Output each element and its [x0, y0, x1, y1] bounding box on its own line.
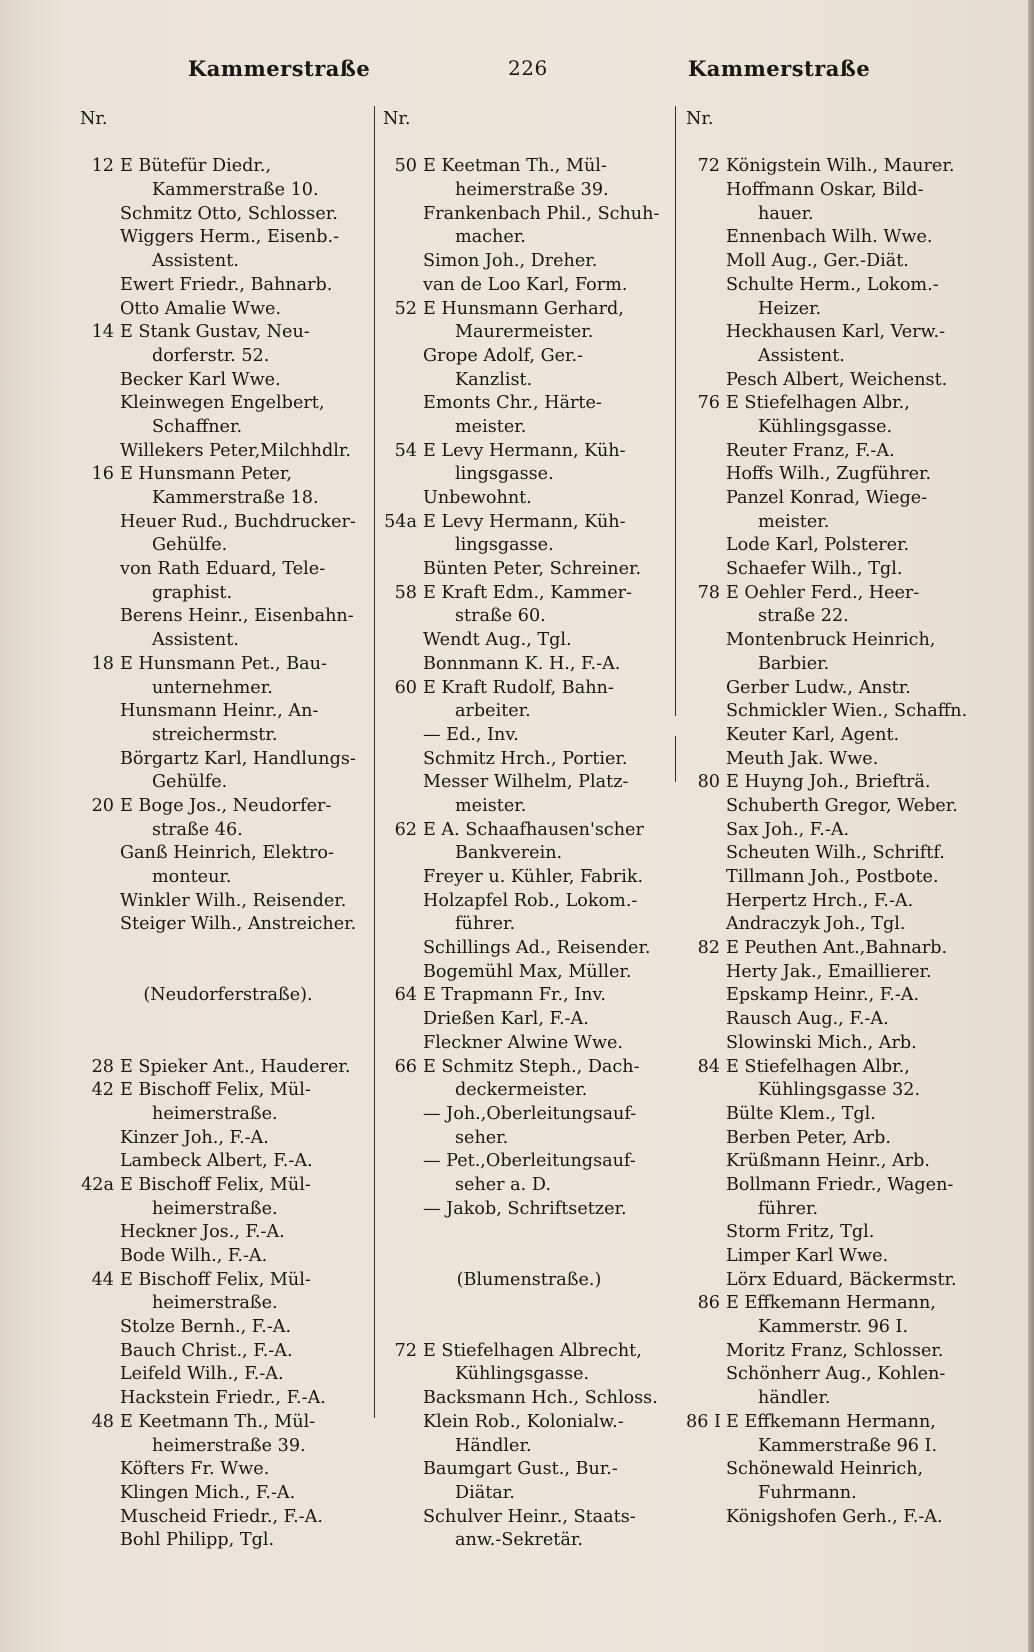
- house-entry: [383, 155, 675, 179]
- resident-entry: Ennenbach Wilh. Wwe.: [726, 227, 933, 248]
- resident-entry: Rausch Aug., F.-A.: [726, 1009, 889, 1030]
- resident-entry: Ganß Heinrich, Elektro-: [120, 843, 334, 864]
- house-entry: [80, 1411, 376, 1435]
- entry-continuation: deckermeister.: [455, 1080, 588, 1101]
- house-number: 82: [697, 938, 720, 959]
- entry-continuation: monteur.: [152, 867, 232, 887]
- resident-entry: Epskamp Heinr., F.-A.: [726, 985, 920, 1006]
- entry-text: E Keetmann Th., Mül-: [120, 1411, 316, 1432]
- entry-continuation: Assistent.: [152, 630, 239, 651]
- resident-entry: Köfters Fr. Wwe.: [120, 1459, 270, 1480]
- entry-text: Königstein Wilh., Maurer.: [726, 156, 955, 177]
- spacer: [383, 1221, 675, 1245]
- resident-entry: Drießen Karl, F.-A.: [423, 1009, 589, 1030]
- spacer: [383, 132, 675, 156]
- house-entry: [686, 937, 986, 961]
- column-divider-2b: [675, 736, 676, 782]
- section-heading: (Blumenstraße.): [456, 1269, 602, 1290]
- house-entry: [80, 1056, 376, 1080]
- resident-entry: Klingen Mich., F.-A.: [120, 1482, 296, 1503]
- entry-continuation: Kammerstr. 96 I.: [758, 1317, 909, 1338]
- entry-text: E Stiefelhagen Albr.,: [726, 393, 910, 414]
- house-number: 66: [394, 1056, 417, 1077]
- house-number: 54a: [384, 511, 417, 532]
- house-number: 48: [91, 1411, 114, 1432]
- spacer: [383, 1245, 675, 1269]
- resident-entry: — Pet.,Oberleitungsauf-: [423, 1151, 636, 1172]
- resident-entry: Ewert Friedr., Bahnarb.: [120, 274, 333, 295]
- entry-text: E Effkemann Hermann,: [726, 1411, 936, 1432]
- house-number: 84: [697, 1056, 720, 1077]
- house-entry: [383, 582, 675, 606]
- column-middle: [383, 108, 675, 1553]
- house-number: 28: [91, 1056, 114, 1077]
- column-heading: Nr.: [383, 109, 411, 129]
- house-entry: [80, 795, 376, 819]
- entry-continuation: Maurermeister.: [455, 322, 594, 343]
- house-entry: [383, 1340, 675, 1364]
- entry-continuation: Händler.: [455, 1435, 532, 1456]
- house-number: 52: [394, 298, 417, 319]
- resident-entry: Unbewohnt.: [423, 488, 532, 508]
- entry-text: E Levy Hermann, Küh-: [423, 440, 626, 461]
- entry-continuation: straße 46.: [152, 819, 243, 840]
- resident-entry: Limper Karl Wwe.: [726, 1246, 889, 1266]
- resident-entry: Storm Fritz, Tgl.: [726, 1222, 875, 1243]
- resident-entry: Holzapfel Rob., Lokom.-: [423, 890, 638, 911]
- resident-entry: Freyer u. Kühler, Fabrik.: [423, 867, 644, 887]
- entry-continuation: straße 22.: [758, 606, 849, 627]
- resident-entry: Schmitz Otto, Schlosser.: [120, 203, 338, 224]
- entry-text: E Hunsmann Pet., Bau-: [120, 653, 327, 674]
- spacer: [80, 961, 376, 985]
- house-number: 86 I: [686, 1411, 721, 1432]
- resident-entry: Scheuten Wilh., Schriftf.: [726, 843, 945, 864]
- entry-continuation: Assistent.: [152, 251, 239, 272]
- house-entry: [80, 321, 376, 345]
- house-entry: [686, 582, 986, 606]
- resident-entry: Berben Peter, Arb.: [726, 1127, 891, 1148]
- house-entry: [80, 1269, 376, 1293]
- entry-text: E Spieker Ant., Hauderer.: [120, 1056, 351, 1077]
- entry-continuation: graphist.: [152, 582, 233, 603]
- house-entry: [383, 984, 675, 1008]
- house-entry: [383, 440, 675, 464]
- entry-text: E Schmitz Steph., Dach-: [423, 1056, 640, 1077]
- house-entry: [80, 653, 376, 677]
- resident-entry: Andraczyk Joh., Tgl.: [726, 914, 906, 935]
- resident-entry: Schillings Ad., Reisender.: [423, 938, 651, 959]
- house-entry: [383, 511, 675, 535]
- spacer: [383, 1316, 675, 1340]
- resident-entry: Willekers Peter,Milchhdlr.: [120, 440, 351, 461]
- resident-entry: Stolze Bernh., F.-A.: [120, 1317, 292, 1338]
- house-entry: [383, 819, 675, 843]
- house-entry: [686, 392, 986, 416]
- entry-continuation: straße 60.: [455, 606, 546, 627]
- entry-continuation: händler.: [758, 1388, 831, 1409]
- column-divider-2: [675, 106, 676, 716]
- house-number: 76: [697, 393, 720, 414]
- resident-entry: Lode Karl, Polsterer.: [726, 535, 910, 556]
- resident-entry: Herty Jak., Emaillierer.: [726, 961, 932, 982]
- spacer: [686, 132, 986, 156]
- resident-entry: Bollmann Friedr., Wagen-: [726, 1174, 954, 1195]
- entry-continuation: unternehmer.: [152, 677, 273, 698]
- resident-entry: Heckner Jos., F.-A.: [120, 1222, 285, 1243]
- resident-entry: Moll Aug., Ger.-Diät.: [726, 251, 909, 272]
- resident-entry: Bünten Peter, Schreiner.: [423, 559, 642, 580]
- house-number: 62: [394, 819, 417, 840]
- resident-entry: Baumgart Gust., Bur.-: [423, 1459, 618, 1480]
- resident-entry: Schmickler Wien., Schaffn.: [726, 701, 968, 722]
- resident-entry: Keuter Karl, Agent.: [726, 724, 900, 745]
- entry-continuation: arbeiter.: [455, 701, 531, 722]
- resident-entry: Emonts Chr., Härte-: [423, 393, 602, 414]
- house-entry: [383, 298, 675, 322]
- house-number: 60: [394, 677, 417, 698]
- resident-entry: — Joh.,Oberleitungsauf-: [423, 1103, 637, 1124]
- resident-entry: Krüßmann Heinr., Arb.: [726, 1151, 931, 1172]
- entry-text: E Boge Jos., Neudorfer-: [120, 795, 332, 816]
- entry-continuation: Heizer.: [758, 298, 822, 319]
- resident-entry: Bohl Philipp, Tgl.: [120, 1530, 275, 1551]
- entry-continuation: Kühlingsgasse.: [758, 416, 893, 437]
- resident-entry: Schulte Herm., Lokom.-: [726, 274, 939, 295]
- resident-entry: Lambeck Albert, F.-A.: [120, 1151, 313, 1172]
- resident-entry: Slowinski Mich., Arb.: [726, 1032, 917, 1053]
- entry-continuation: Kammerstraße 10.: [152, 180, 319, 201]
- entry-continuation: Assistent.: [758, 345, 845, 366]
- resident-entry: Simon Joh., Dreher.: [423, 251, 598, 272]
- entry-continuation: Kammerstraße 18.: [152, 488, 319, 508]
- spacer: [80, 937, 376, 961]
- entry-text: E Levy Hermann, Küh-: [423, 511, 626, 532]
- resident-entry: Moritz Franz, Schlosser.: [726, 1340, 944, 1361]
- resident-entry: Winkler Wilh., Reisender.: [120, 890, 347, 911]
- entry-continuation: Diätar.: [455, 1482, 515, 1503]
- entry-text: E Bischoff Felix, Mül-: [120, 1269, 311, 1290]
- running-title-left: Kammerstraße: [188, 56, 371, 81]
- resident-entry: Hoffs Wilh., Zugführer.: [726, 464, 932, 485]
- resident-entry: Lörx Eduard, Bäckermstr.: [726, 1269, 957, 1290]
- entry-continuation: heimerstraße 39.: [152, 1435, 306, 1456]
- entry-text: E Stank Gustav, Neu-: [120, 322, 310, 343]
- resident-entry: Herpertz Hrch., F.-A.: [726, 890, 914, 911]
- house-number: 58: [394, 582, 417, 603]
- resident-entry: Schönewald Heinrich,: [726, 1459, 924, 1480]
- house-entry: [383, 1056, 675, 1080]
- entry-continuation: meister.: [455, 416, 527, 437]
- page-number: 226: [508, 56, 548, 80]
- house-entry: [80, 1079, 376, 1103]
- house-number: 86: [697, 1293, 720, 1314]
- entry-continuation: führer.: [758, 1198, 819, 1219]
- resident-entry: Hoffmann Oskar, Bild-: [726, 180, 924, 201]
- entry-continuation: Barbier.: [758, 653, 830, 674]
- entry-continuation: lingsgasse.: [455, 464, 554, 485]
- house-number: 72: [697, 156, 720, 177]
- column-left: [80, 108, 376, 1553]
- resident-entry: — Jakob, Schriftsetzer.: [423, 1198, 627, 1219]
- entry-continuation: Gehülfe.: [152, 772, 228, 793]
- house-entry: [80, 1174, 376, 1198]
- spacer: [383, 1292, 675, 1316]
- resident-entry: Panzel Konrad, Wiege-: [726, 488, 928, 508]
- resident-entry: Becker Karl Wwe.: [120, 369, 281, 390]
- entry-text: E Peuthen Ant.,Bahnarb.: [726, 938, 948, 959]
- resident-entry: Steiger Wilh., Anstreicher.: [120, 914, 357, 935]
- resident-entry: Schaefer Wilh., Tgl.: [726, 559, 903, 580]
- entry-continuation: heimerstraße.: [152, 1198, 278, 1219]
- resident-entry: von Rath Eduard, Tele-: [120, 559, 326, 580]
- house-entry: [383, 677, 675, 701]
- house-number: 42: [91, 1080, 114, 1101]
- house-entry: [686, 771, 986, 795]
- entry-text: E Oehler Ferd., Heer-: [726, 582, 920, 603]
- resident-entry: Montenbruck Heinrich,: [726, 630, 936, 651]
- entry-continuation: seher a. D.: [455, 1174, 551, 1195]
- entry-continuation: streichermstr.: [152, 724, 278, 745]
- entry-continuation: führer.: [455, 914, 516, 935]
- resident-entry: Leifeld Wilh., F.-A.: [120, 1364, 284, 1385]
- resident-entry: Schuberth Gregor, Weber.: [726, 795, 958, 816]
- resident-entry: Backsmann Hch., Schloss.: [423, 1388, 658, 1409]
- house-number: 78: [697, 582, 720, 603]
- entry-continuation: hauer.: [758, 203, 814, 224]
- running-title-right: Kammerstraße: [688, 56, 871, 81]
- house-entry: [80, 463, 376, 487]
- entry-text: E Keetman Th., Mül-: [423, 156, 607, 177]
- resident-entry: Bode Wilh., F.-A.: [120, 1246, 268, 1266]
- entry-continuation: Fuhrmann.: [758, 1482, 857, 1503]
- entry-text: E Bütefür Diedr.,: [120, 156, 272, 177]
- house-number: 42a: [81, 1174, 114, 1195]
- entry-continuation: Gehülfe.: [152, 535, 228, 556]
- resident-entry: Sax Joh., F.-A.: [726, 819, 850, 840]
- entry-continuation: Kühlingsgasse 32.: [758, 1080, 921, 1101]
- house-number: 18: [91, 653, 114, 674]
- spacer: [80, 1032, 376, 1056]
- entry-continuation: anw.-Sekretär.: [455, 1530, 583, 1551]
- resident-entry: Bonnmann K. H., F.-A.: [423, 653, 621, 674]
- entry-text: E Kraft Edm., Kammer-: [423, 582, 632, 603]
- entry-text: E Effkemann Hermann,: [726, 1293, 936, 1314]
- resident-entry: Kinzer Joh., F.-A.: [120, 1127, 269, 1148]
- house-number: 80: [697, 772, 720, 793]
- house-number: 12: [91, 156, 114, 177]
- section-heading: (Neudorferstraße).: [143, 985, 313, 1006]
- house-entry: [686, 1292, 986, 1316]
- entry-continuation: Kammerstraße 96 I.: [758, 1435, 938, 1456]
- column-heading: Nr.: [80, 109, 108, 129]
- house-entry: [686, 1056, 986, 1080]
- entry-continuation: macher.: [455, 227, 526, 248]
- spacer: [80, 132, 376, 156]
- entry-text: E Trapmann Fr., Inv.: [423, 985, 606, 1006]
- resident-entry: Heuer Rud., Buchdrucker-: [120, 511, 356, 532]
- entry-continuation: meister.: [455, 795, 527, 816]
- resident-entry: Heckhausen Karl, Verw.-: [726, 322, 946, 343]
- entry-text: E Stiefelhagen Albrecht,: [423, 1340, 642, 1361]
- entry-continuation: meister.: [758, 511, 830, 532]
- resident-entry: Muscheid Friedr., F.-A.: [120, 1506, 323, 1527]
- entry-text: E Hunsmann Peter,: [120, 464, 292, 485]
- resident-entry: Meuth Jak. Wwe.: [726, 748, 879, 769]
- house-number: 64: [394, 985, 417, 1006]
- entry-continuation: seher.: [455, 1127, 509, 1148]
- resident-entry: Klein Rob., Kolonialw.-: [423, 1411, 624, 1432]
- resident-entry: van de Loo Karl, Form.: [423, 274, 628, 295]
- entry-text: E Bischoff Felix, Mül-: [120, 1174, 311, 1195]
- entry-continuation: heimerstraße.: [152, 1293, 278, 1314]
- entry-continuation: heimerstraße.: [152, 1103, 278, 1124]
- resident-entry: Bogemühl Max, Müller.: [423, 961, 632, 982]
- resident-entry: Tillmann Joh., Postbote.: [726, 867, 939, 887]
- entry-continuation: heimerstraße 39.: [455, 180, 609, 201]
- house-number: 54: [394, 440, 417, 461]
- column-right: [686, 108, 986, 1529]
- resident-entry: Wendt Aug., Tgl.: [423, 630, 572, 651]
- resident-entry: Schmitz Hrch., Portier.: [423, 748, 628, 769]
- resident-entry: Gerber Ludw., Anstr.: [726, 677, 911, 698]
- resident-entry: Schönherr Aug., Kohlen-: [726, 1364, 946, 1385]
- resident-entry: Otto Amalie Wwe.: [120, 298, 282, 319]
- resident-entry: Pesch Albert, Weichenst.: [726, 369, 948, 390]
- page-edge: [1028, 0, 1034, 1652]
- resident-entry: Berens Heinr., Eisenbahn-: [120, 606, 354, 627]
- resident-entry: Kleinwegen Engelbert,: [120, 393, 325, 414]
- resident-entry: Bülte Klem., Tgl.: [726, 1103, 876, 1124]
- resident-entry: Bauch Christ., F.-A.: [120, 1340, 293, 1361]
- resident-entry: Grope Adolf, Ger.-: [423, 345, 584, 366]
- entry-text: E Kraft Rudolf, Bahn-: [423, 677, 614, 698]
- house-number: 72: [394, 1340, 417, 1361]
- resident-entry: Börgartz Karl, Handlungs-: [120, 748, 356, 769]
- entry-text: E Hunsmann Gerhard,: [423, 298, 624, 319]
- entry-continuation: Schaffner.: [152, 416, 243, 437]
- house-number: 14: [91, 322, 114, 343]
- resident-entry: Frankenbach Phil., Schuh-: [423, 203, 660, 224]
- entry-text: E A. Schaafhausen'scher: [423, 819, 644, 840]
- column-heading: Nr.: [686, 109, 714, 129]
- spacer: [80, 1008, 376, 1032]
- house-number: 16: [91, 464, 114, 485]
- resident-entry: — Ed., Inv.: [423, 724, 519, 745]
- resident-entry: Hackstein Friedr., F.-A.: [120, 1388, 326, 1409]
- entry-continuation: Bankverein.: [455, 843, 563, 864]
- entry-continuation: lingsgasse.: [455, 535, 554, 556]
- house-entry: [686, 155, 986, 179]
- entry-continuation: Kanzlist.: [455, 369, 533, 390]
- house-number: 44: [91, 1269, 114, 1290]
- resident-entry: Reuter Franz, F.-A.: [726, 440, 895, 461]
- house-number: 20: [91, 795, 114, 816]
- entry-text: E Stiefelhagen Albr.,: [726, 1056, 910, 1077]
- entry-text: E Huyng Joh., Briefträ.: [726, 772, 931, 793]
- house-number: 50: [394, 156, 417, 177]
- resident-entry: Wiggers Herm., Eisenb.-: [120, 227, 340, 248]
- entry-continuation: Kühlingsgasse.: [455, 1364, 590, 1385]
- house-entry: [686, 1411, 986, 1435]
- resident-entry: Königshofen Gerh., F.-A.: [726, 1506, 943, 1527]
- resident-entry: Hunsmann Heinr., An-: [120, 701, 319, 722]
- resident-entry: Fleckner Alwine Wwe.: [423, 1032, 624, 1053]
- house-entry: [80, 155, 376, 179]
- resident-entry: Messer Wilhelm, Platz-: [423, 772, 629, 793]
- resident-entry: Schulver Heinr., Staats-: [423, 1506, 636, 1527]
- entry-text: E Bischoff Felix, Mül-: [120, 1080, 311, 1101]
- entry-continuation: dorferstr. 52.: [152, 345, 270, 366]
